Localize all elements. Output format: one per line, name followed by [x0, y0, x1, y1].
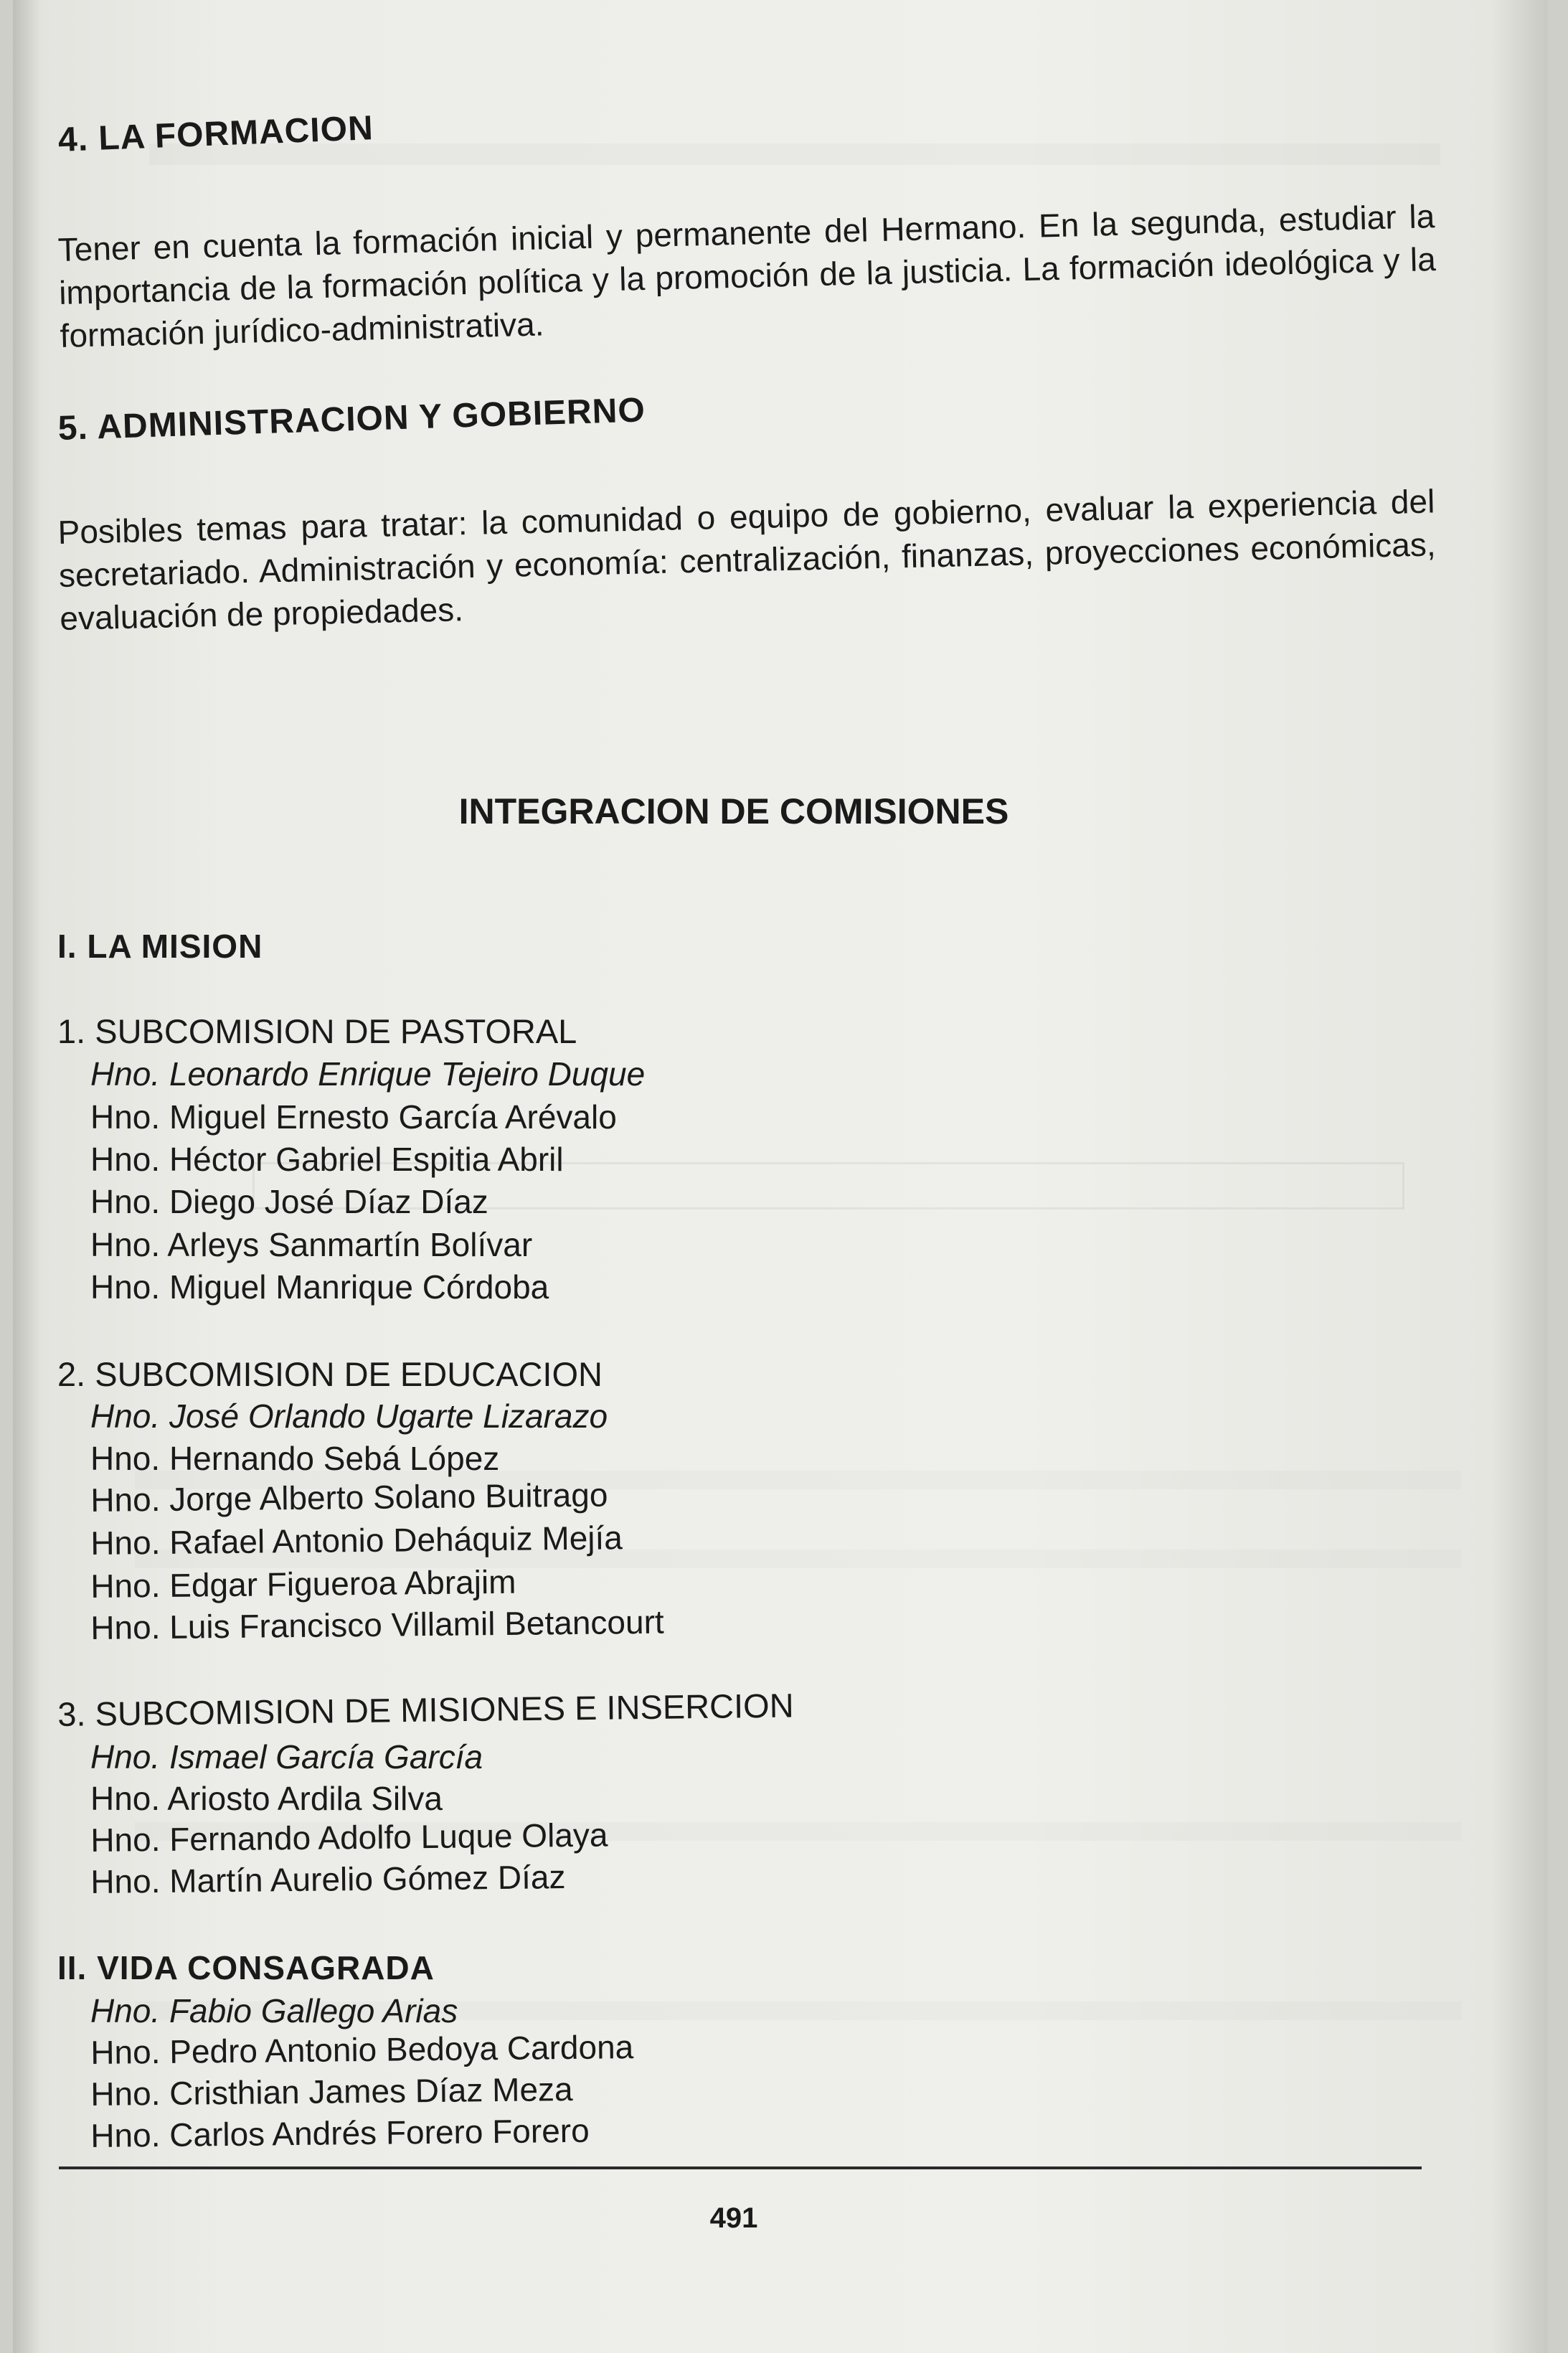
member-name: Hno. Cristhian James Díaz Meza	[90, 2070, 573, 2113]
member-name: Hno. Ariosto Ardila Silva	[90, 1780, 443, 1817]
member-name: Hno. Arleys Sanmartín Bolívar	[90, 1226, 533, 1263]
member-name: Hno. Rafael Antonio Deháquiz Mejía	[90, 1519, 623, 1562]
subcomision-educacion-title: 2. SUBCOMISION DE EDUCACION	[57, 1355, 603, 1393]
member-name: Hno. Luis Francisco Villamil Betancourt	[90, 1603, 664, 1646]
vida-consagrada-heading: II. VIDA CONSAGRADA	[57, 1949, 435, 1986]
subcomision-pastoral-title: 1. SUBCOMISION DE PASTORAL	[57, 1012, 577, 1050]
integracion-title: INTEGRACION DE COMISIONES	[458, 791, 1009, 831]
member-name: Hno. Carlos Andrés Forero Forero	[90, 2111, 590, 2154]
section-5-body: Posibles temas para tratar: la comunidad o equipo de gobierno, evaluar la experiencia del secretariado. Administración y economía: centralización, finanzas, proyecciones económicas, evaluación de propiedades.	[57, 482, 1437, 637]
section-4-heading: 4. LA FORMACION	[57, 109, 374, 159]
member-name: Hno. Pedro Antonio Bedoya Cardona	[90, 2028, 634, 2071]
member-name: Hno. Miguel Manrique Córdoba	[90, 1268, 549, 1306]
member-name: Hno. Edgar Figueroa Abrajim	[90, 1562, 516, 1605]
mision-heading: I. LA MISION	[57, 928, 263, 965]
member-name: Hno. Fabio Gallego Arias	[90, 1992, 458, 2029]
page-number: 491	[709, 2202, 758, 2234]
member-name: Hno. Miguel Ernesto García Arévalo	[90, 1098, 617, 1136]
member-name: Hno. Martín Aurelio Gómez Díaz	[90, 1858, 566, 1900]
member-name: Hno. Hernando Sebá López	[90, 1440, 500, 1477]
member-name: Hno. Jorge Alberto Solano Buitrago	[90, 1476, 608, 1519]
subcomision-misiones-title: 3. SUBCOMISION DE MISIONES E INSERCION	[57, 1686, 794, 1733]
member-name: Hno. Ismael García García	[90, 1738, 483, 1776]
member-name: Hno. José Orlando Ugarte Lizarazo	[90, 1397, 608, 1435]
member-name: Hno. Diego José Díaz Díaz	[90, 1183, 488, 1220]
footer-rule	[59, 2166, 1422, 2169]
section-4-body: Tener en cuenta la formación inicial y permanente del Hermano. En la segunda, estudiar la importancia de la formación política y la promoción de la justicia. La formación ideológica y la formación jurídico-administrativa.	[57, 197, 1437, 354]
section-5-heading: 5. ADMINISTRACION Y GOBIERNO	[57, 391, 646, 448]
member-name: Hno. Fernando Adolfo Luque Olaya	[90, 1816, 608, 1859]
book-page	[13, 0, 1548, 2353]
member-name: Hno. Leonardo Enrique Tejeiro Duque	[90, 1055, 646, 1093]
member-name: Hno. Héctor Gabriel Espitia Abril	[90, 1141, 564, 1178]
